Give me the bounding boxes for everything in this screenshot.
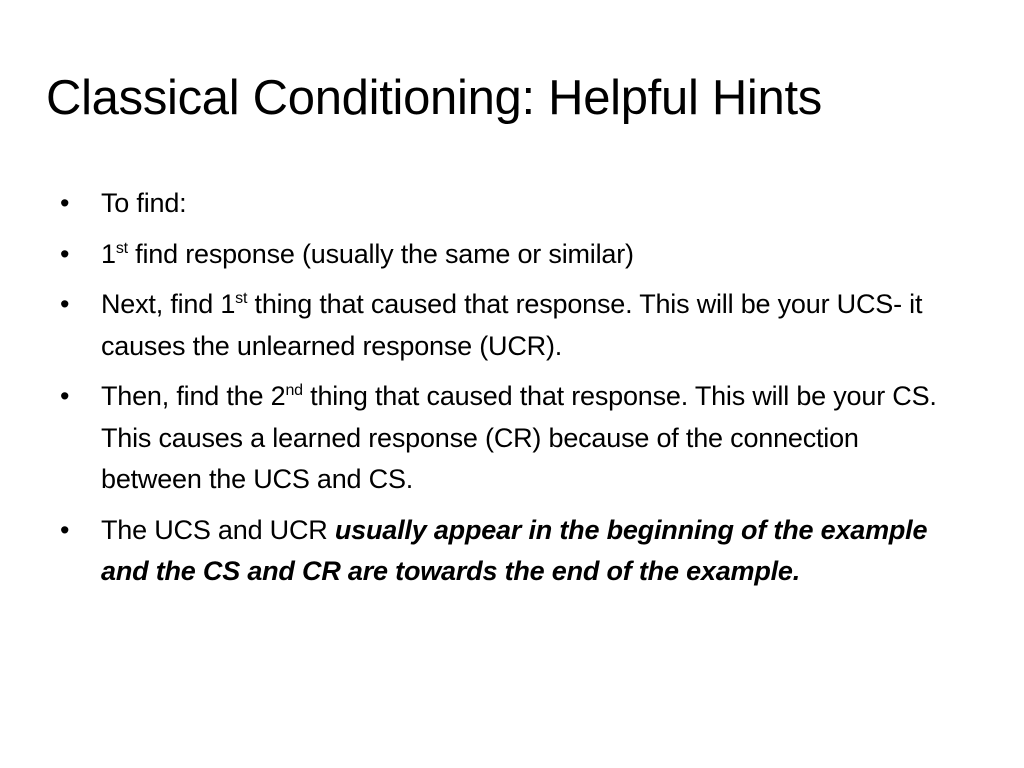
- bullet-item-then-find: [56, 376, 956, 501]
- slide-title: Classical Conditioning: Helpful Hints: [46, 71, 822, 125]
- bullet-text-post: thing that caused that response. This will be your UCS- it causes the unlearned response (UCR).: [101, 289, 923, 361]
- bullet-icon: •: [60, 188, 70, 218]
- bullet-item-next-find: [56, 284, 956, 367]
- bullet-list: [56, 183, 956, 602]
- bullet-item-to-find: [56, 183, 956, 225]
- bullet-icon: •: [60, 289, 70, 319]
- bullet-text-pre: The UCS and UCR: [101, 514, 335, 545]
- bullet-icon: •: [60, 514, 70, 545]
- bullet-text-pre: Next, find 1: [101, 289, 236, 319]
- bullet-text-post: thing that caused that response. This will be your CS. This causes a learned response (CR) because of the connection between the UCS and CS.: [101, 381, 937, 494]
- ordinal-superscript: st: [235, 290, 248, 307]
- ordinal-superscript: nd: [285, 382, 303, 399]
- emphasized-text: usually appear in the beginning of the example and the CS and CR are towards the end of the example.: [101, 514, 928, 586]
- bullet-text-pre: 1: [101, 238, 116, 269]
- bullet-text-pre: Then, find the 2: [101, 381, 286, 411]
- bullet-item-first-find: [56, 234, 956, 276]
- bullet-text-post: find response (usually the same or similar): [127, 238, 634, 269]
- ordinal-superscript: st: [115, 239, 128, 257]
- bullet-text: To find:: [101, 188, 187, 218]
- bullet-icon: •: [60, 381, 70, 411]
- bullet-item-ucs-ucr: [56, 510, 956, 593]
- bullet-icon: •: [60, 238, 70, 269]
